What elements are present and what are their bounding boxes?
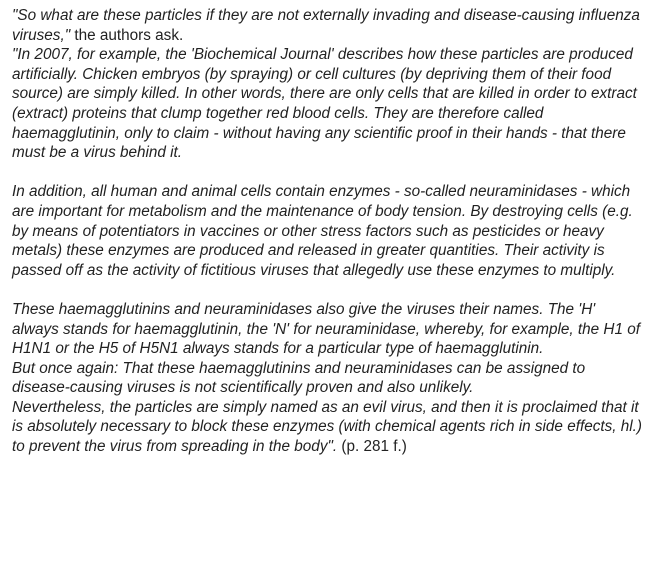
quote-text: "So what are these particles if they are not externally invading and disease-causing influenza viruses," — [12, 7, 640, 44]
paragraph-not-proven: But once again: That these haemagglutinins and neuraminidases can be assigned to disease-causing viruses is not scientifically proven and also unlikely. — [12, 359, 586, 397]
paragraph-gap — [12, 163, 646, 183]
paragraph-biochemical-journal: "In 2007, for example, the 'Biochemical Journal' describes how these particles are produced artificially. Chicken embryos (by spraying) or cell cultures (by depriving them of their food source) are simply killed. In other words, there are only cells that are killed in order to extract (extract) proteins that clump together red blood cells. They are therefore called haemagglutinin, only to claim - without having any scientific proof in their hands - that there must be a virus behind it. — [12, 46, 637, 162]
conclusion-text: Nevertheless, the particles are simply named as an evil virus, and then it is proclaimed that it is absolutely necessary to block these enzymes (with chemical agents rich in side effects, hl.) to prevent the virus from spreading in the body". — [12, 398, 643, 456]
paragraph-gap — [12, 280, 646, 300]
paragraph-conclusion — [12, 398, 646, 457]
paragraph-question — [12, 6, 646, 45]
paragraph-neuraminidases: In addition, all human and animal cells contain enzymes - so-called neuraminidases - which are important for metabolism and the maintenance of body tension. By destroying cells (e.g. by means of potentiators in vaccines or other stress factors such as pesticides or heavy metals) these enzymes are produced and released in greater quantities. Their activity is passed off as the activity of fictitious viruses that allegedly use these enzymes to multiply. — [12, 183, 633, 279]
attribution-text: the authors ask. — [70, 26, 184, 44]
page-citation: (p. 281 f.) — [337, 438, 407, 456]
paragraph-virus-names: These haemagglutinins and neuraminidases also give the viruses their names. The 'H' always stands for haemagglutinin, the 'N' for neuraminidase, whereby, for example, the H1 of H1N1 or the H5 of H5N1 always stands for a particular type of haemagglutinin. — [12, 300, 640, 358]
